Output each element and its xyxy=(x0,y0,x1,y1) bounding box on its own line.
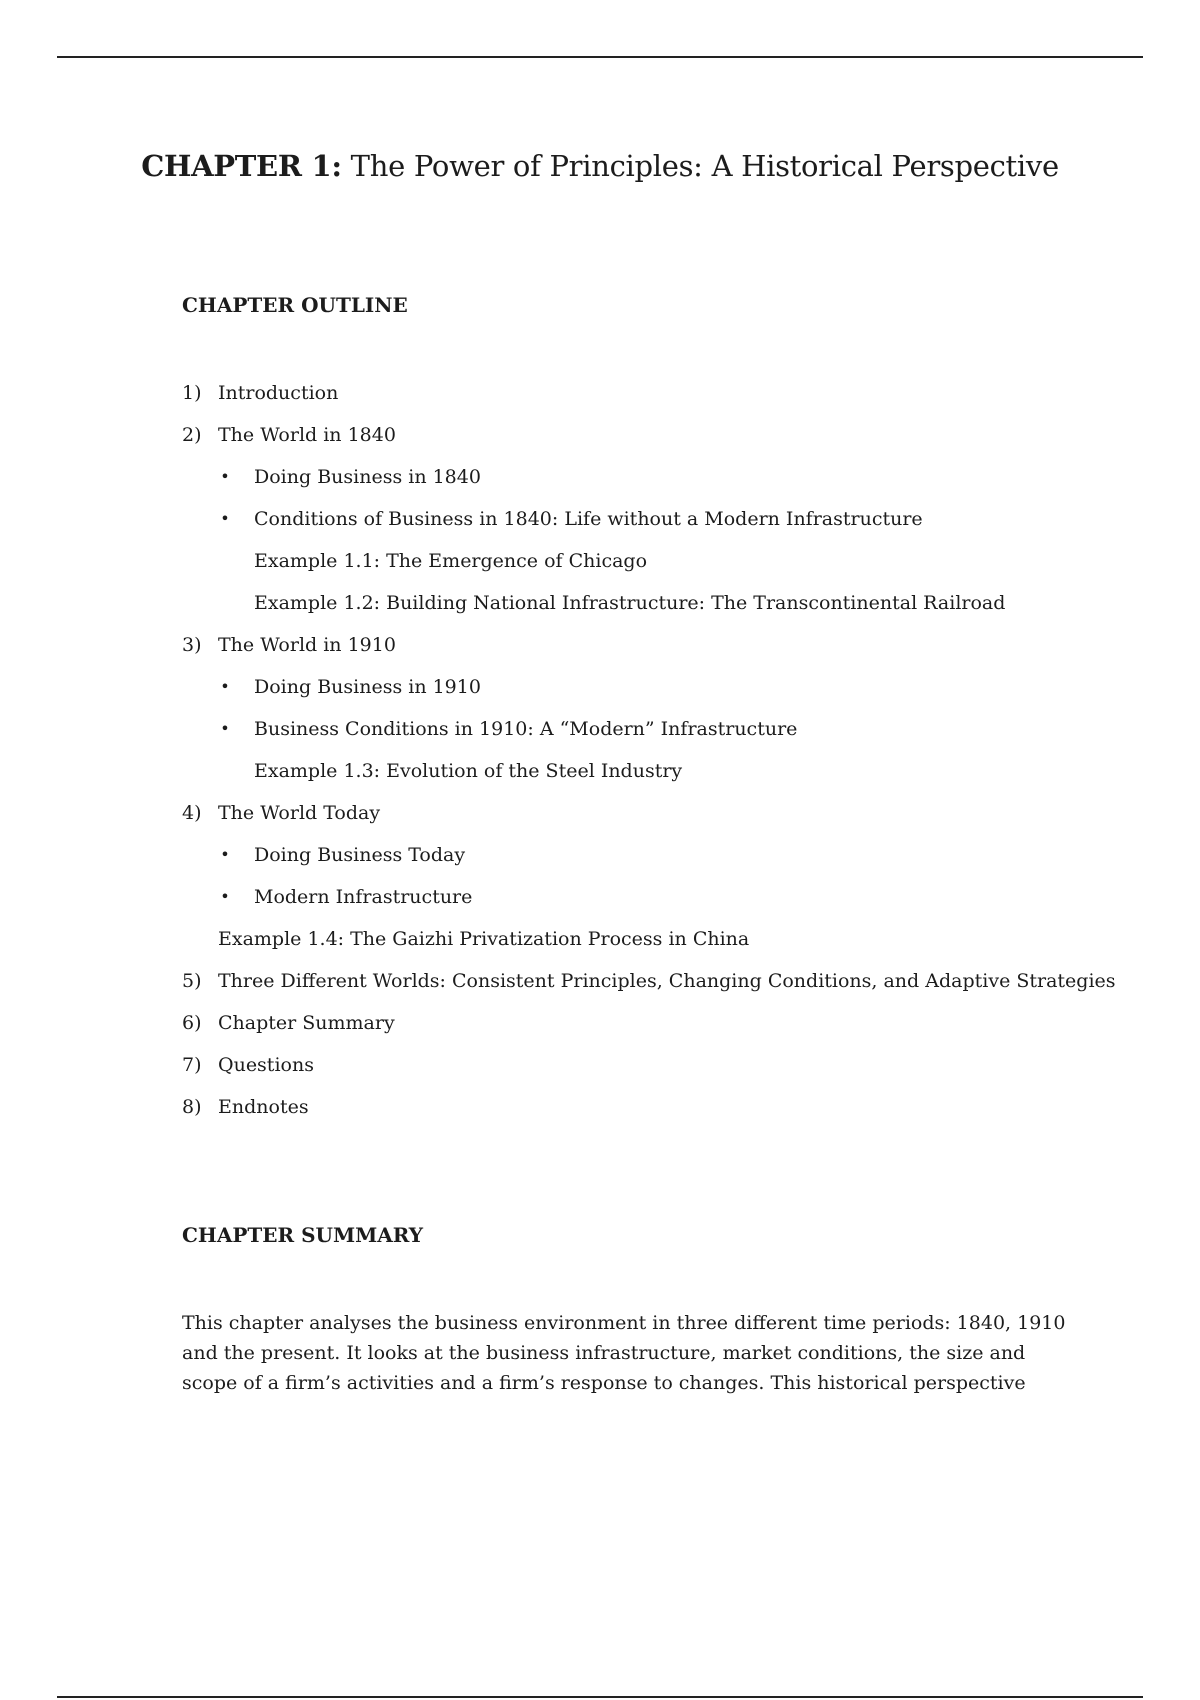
bullet-icon: • xyxy=(220,509,230,528)
outline-item-number: 6) xyxy=(182,1012,202,1034)
outline-subitem xyxy=(182,716,1142,758)
bottom-rule xyxy=(57,1696,1143,1698)
outline-item-text: Endnotes xyxy=(218,1096,309,1118)
outline-item xyxy=(182,1094,1142,1136)
outline-item-text: The World in 1840 xyxy=(218,424,396,446)
summary-heading: CHAPTER SUMMARY xyxy=(182,1223,424,1247)
outline-example-text: Example 1.4: The Gaizhi Privatization Process in China xyxy=(218,928,750,950)
outline-example-text: Example 1.1: The Emergence of Chicago xyxy=(254,550,648,572)
outline-item xyxy=(182,1052,1142,1094)
outline-subitem xyxy=(182,842,1142,884)
outline-subitem xyxy=(182,674,1142,716)
summary-line: scope of a firm’s activities and a firm’s response to changes. This historical perspective xyxy=(182,1372,1026,1394)
outline-item-number: 2) xyxy=(182,424,202,446)
summary-line: This chapter analyses the business environment in three different time periods: 1840, 1910 xyxy=(182,1312,1066,1334)
chapter-outline xyxy=(182,380,1142,1136)
outline-item-number: 1) xyxy=(182,382,202,404)
chapter-title-text: The Power of Principles: A Historical Perspective xyxy=(350,149,1059,183)
outline-subitem-text: Doing Business in 1840 xyxy=(254,466,481,488)
outline-item xyxy=(182,380,1142,422)
chapter-label: CHAPTER 1: xyxy=(141,149,342,183)
outline-example-text: Example 1.3: Evolution of the Steel Industry xyxy=(254,760,683,782)
bullet-icon: • xyxy=(220,467,230,486)
outline-example xyxy=(182,548,1142,590)
bullet-icon: • xyxy=(220,845,230,864)
outline-subitem xyxy=(182,506,1142,548)
outline-subitem-text: Conditions of Business in 1840: Life without a Modern Infrastructure xyxy=(254,508,923,530)
outline-subitem-text: Business Conditions in 1910: A “Modern” Infrastructure xyxy=(254,718,798,740)
outline-subitem-text: Doing Business Today xyxy=(254,844,466,866)
outline-item xyxy=(182,422,1142,464)
outline-item-text: Questions xyxy=(218,1054,314,1076)
summary-paragraph xyxy=(182,1308,1066,1398)
summary-line: and the present. It looks at the business infrastructure, market conditions, the size and xyxy=(182,1342,1026,1364)
chapter-title xyxy=(0,146,1200,186)
bullet-icon: • xyxy=(220,719,230,738)
outline-item-text: Three Different Worlds: Consistent Principles, Changing Conditions, and Adaptive Strategies xyxy=(218,970,1116,992)
outline-subitem-text: Modern Infrastructure xyxy=(254,886,473,908)
outline-subitem xyxy=(182,464,1142,506)
bullet-icon: • xyxy=(220,887,230,906)
outline-item-text: Introduction xyxy=(218,382,339,404)
outline-item-number: 8) xyxy=(182,1096,202,1118)
outline-item-text: Chapter Summary xyxy=(218,1012,395,1034)
outline-item xyxy=(182,800,1142,842)
outline-item-text: The World Today xyxy=(218,802,381,824)
outline-heading: CHAPTER OUTLINE xyxy=(182,293,408,317)
outline-item-number: 5) xyxy=(182,970,202,992)
top-rule xyxy=(57,56,1143,58)
outline-subitem xyxy=(182,884,1142,926)
outline-example xyxy=(182,590,1142,632)
outline-item xyxy=(182,632,1142,674)
bullet-icon: • xyxy=(220,677,230,696)
outline-item-number: 3) xyxy=(182,634,202,656)
outline-subitem-text: Doing Business in 1910 xyxy=(254,676,481,698)
outline-item-number: 7) xyxy=(182,1054,202,1076)
outline-item xyxy=(182,1010,1142,1052)
outline-example xyxy=(182,758,1142,800)
outline-item xyxy=(182,968,1142,1010)
outline-example-text: Example 1.2: Building National Infrastructure: The Transcontinental Railroad xyxy=(254,592,1006,614)
outline-item-text: The World in 1910 xyxy=(218,634,396,656)
outline-item-number: 4) xyxy=(182,802,202,824)
outline-example xyxy=(182,926,1142,968)
